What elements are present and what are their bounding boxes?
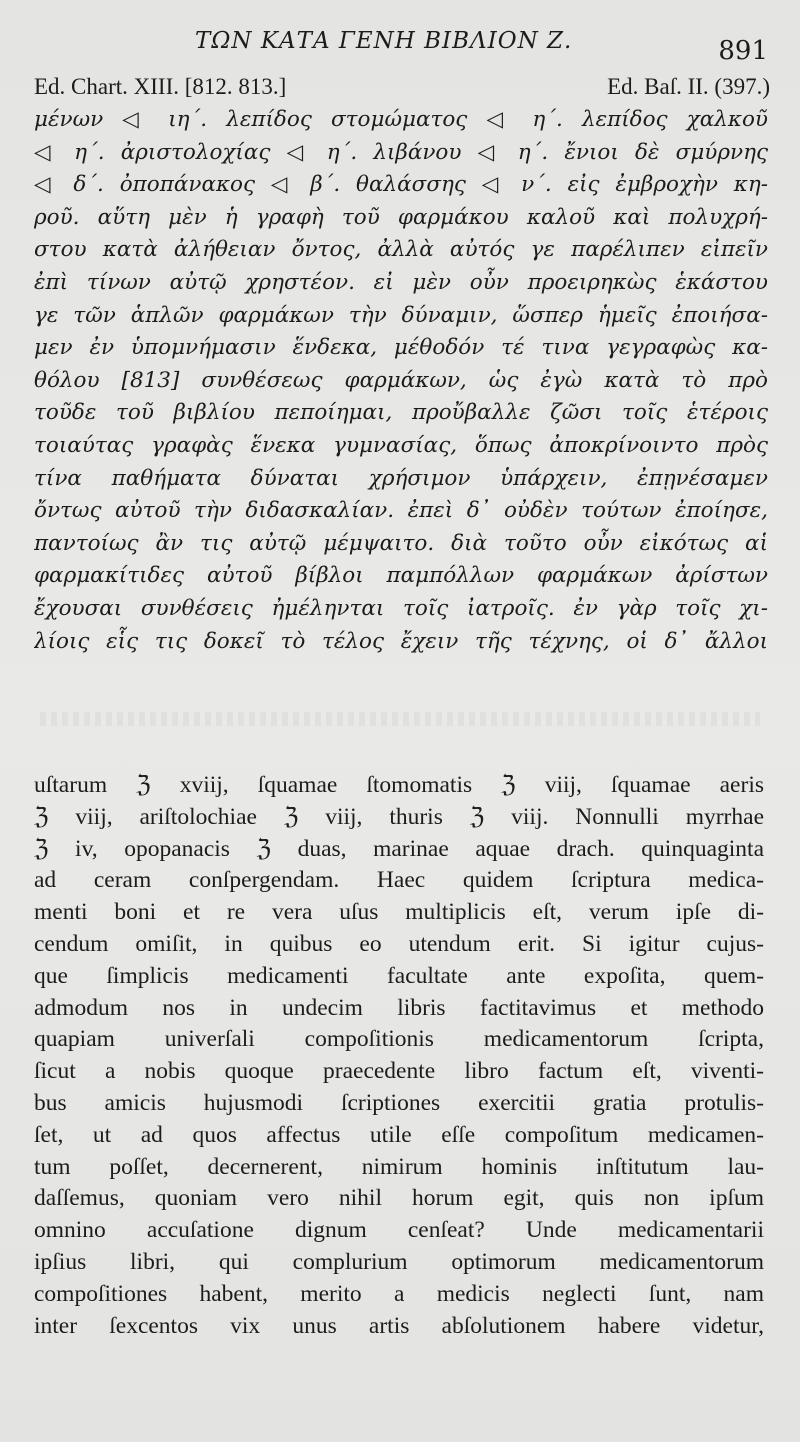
latin-line: quapiam univerſali compoſitionis medicamentorum ſcripta,	[34, 1026, 764, 1053]
latin-line: ad ceram conſpergendam. Haec quidem ſcriptura medica-	[34, 867, 764, 894]
latin-line: uſtarum ℨ xviij, ſquamae ſtomomatis ℨ viij, ſquamae aeris	[34, 772, 764, 798]
greek-text-column	[34, 104, 768, 658]
greek-line: μεν ἐν ὑπομνήμασιν ἕνδεκα, μέθοδόν τέ τινα γεγραφὼς κα-	[34, 335, 768, 361]
latin-line: daſſemus, quoniam vero nihil horum egit, quis non ipſum	[34, 1185, 764, 1212]
greek-line: γε τῶν ἁπλῶν φαρμάκων τὴν δύναμιν, ὥσπερ ἡμεῖς ἐποιήσα-	[34, 302, 768, 328]
latin-line: que ſimplicis medicamenti facultate ante expoſita, quem-	[34, 962, 764, 989]
edition-reference-line	[0, 74, 800, 104]
latin-line: cendum omiſit, in quibus eo utendum erit. Si igitur cujus-	[34, 930, 764, 957]
greek-line: ◁ η΄. ἀριστολοχίας ◁ η΄. λιβάνου ◁ η΄. ἔνιοι δὲ σμύρνης	[34, 139, 768, 165]
latin-line: menti boni et re vera uſus multiplicis eſt, verum ipſe di-	[34, 899, 764, 926]
greek-line: ροῦ. αὕτη μὲν ἡ γραφὴ τοῦ φαρμάκου καλοῦ καὶ πολυχρή-	[34, 204, 768, 230]
greek-line: μένων ◁ ιη΄. λεπίδος στομώματος ◁ η΄. λεπίδος χαλκοῦ	[34, 107, 768, 132]
greek-line: λίοις εἷς τις δοκεῖ τὸ τέλος ἔχειν τῆς τέχνης, οἱ δ᾽ ἄλλοι	[34, 628, 768, 654]
edition-chartier-ref: Ed. Chart. XIII. [812. 813.]	[34, 74, 287, 99]
greek-line: ὄντως αὐτοῦ τὴν διδασκαλίαν. ἐπεὶ δ᾽ οὐδὲν τούτων ἐποίησε,	[34, 498, 768, 524]
greek-line: τίνα παθήματα δύναται χρήσιμον ὑπάρχειν, ἐπῃνέσαμεν	[34, 465, 768, 491]
greek-line: ἐπὶ τίνων αὐτῷ χρηστέον. εἰ μὲν οὖν προειρηκὼς ἑκάστου	[34, 269, 768, 295]
running-title: ΤΩΝ ΚΑΤΑ ΓΕΝΗ ΒΙΒΛΙΟΝ Ζ.	[195, 28, 573, 54]
latin-line: compoſitiones habent, merito a medicis neglecti ſunt, nam	[34, 1280, 764, 1307]
greek-line: τοιαύτας γραφὰς ἕνεκα γυμνασίας, ὅπως ἀποκρίνοιντο πρὸς	[34, 432, 768, 458]
latin-line: bus amicis hujusmodi ſcriptiones exercitii gratia protulis-	[34, 1089, 764, 1116]
page-header	[0, 22, 800, 66]
greek-line: φαρμακίτιδες αὐτοῦ βίβλοι παμπόλλων φαρμάκων ἀρίστων	[34, 563, 768, 589]
latin-line: ſicut a nobis quoque praecedente libro factum eſt, viventi-	[34, 1058, 764, 1085]
latin-line: ipſius libri, qui complurium optimorum medicamentorum	[34, 1248, 764, 1275]
latin-line: omnino accuſatione dignum cenſeat? Unde medicamentarii	[34, 1217, 764, 1244]
latin-line: admodum nos in undecim libris factitavimus et methodo	[34, 994, 764, 1021]
greek-line: παντοίως ἂν τις αὐτῷ μέμψαιτο. διὰ τοῦτο οὖν εἰκότως αἱ	[34, 530, 768, 556]
latin-text-column	[34, 770, 764, 1342]
latin-line: inter ſexcentos vix unus artis abſolutionem habere videtur,	[34, 1312, 764, 1339]
greek-line: τοῦδε τοῦ βιβλίου πεποίημαι, προὔβαλλε ζῶσι τοῖς ἑτέροις	[34, 400, 768, 426]
page-number: 891	[718, 36, 768, 66]
show-through-ink	[40, 712, 760, 726]
latin-line: ſet, ut ad quos affectus utile eſſe compoſitum medicamen-	[34, 1121, 764, 1148]
greek-line: θόλου [813] συνθέσεως φαρμάκων, ὡς ἐγὼ κατὰ τὸ πρὸ	[34, 367, 768, 393]
latin-line: ℨ iv, opopanacis ℨ duas, marinae aquae drach. quinquaginta	[34, 835, 764, 862]
greek-line: ◁ δ΄. ὀποπάνακος ◁ β΄. θαλάσσης ◁ ν΄. εἰς ἐμβροχὴν κη-	[34, 172, 768, 198]
greek-line: ἔχουσαι συνθέσεις ἠμέληνται τοῖς ἰατροῖς. ἐν γὰρ τοῖς χι-	[34, 595, 768, 621]
greek-line: στου κατὰ ἀλήθειαν ὄντος, ἀλλὰ αὐτός γε παρέλιπεν εἰπεῖν	[34, 237, 768, 263]
latin-line: ℨ viij, ariſtolochiae ℨ viij, thuris ℨ viij. Nonnulli myrrhae	[34, 803, 764, 830]
edition-basel-ref: Ed. Baſ. II. (397.)	[607, 74, 770, 99]
latin-line: tum poſſet, decernerent, nimirum hominis inſtitutum lau-	[34, 1153, 764, 1180]
